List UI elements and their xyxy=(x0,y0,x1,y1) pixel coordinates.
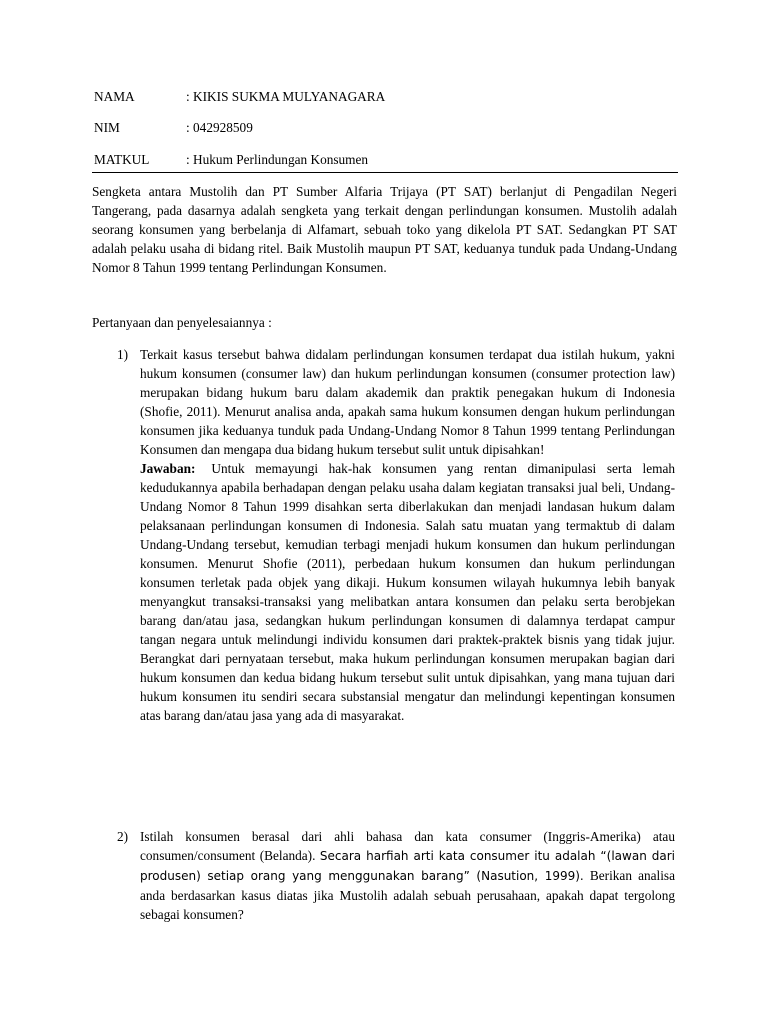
question-number: 2) xyxy=(117,829,129,844)
answer-1-text: Untuk memayungi hak-hak konsumen yang rentan dimanipulasi serta lemah kedudukannya apabila berhadapan dengan pelaku usaha dalam kegiatan transaksi jual beli, Undang-Undang Nomor 8 Tahun 1999 disahkan serta diberlakukan dan menjadi landasan hukum dalam pelaksanaan perlindungan konsumen di Indonesia. Salah satu muatan yang termaktub di dalam Undang-Undang tersebut, kemudian terbagi menjadi hukum konsumen dan hukum perlindungan konsumen. Menurut Shofie (2011), perbedaan hukum konsumen dan hukum perlindungan konsumen terletak pada objek yang dikaji. Hukum konsumen wilayah hukumnya lebih banyak menyangkut transaksi-transaksi yang melibatkan antara konsumen dan pelaku serta berobjekan barang dan/atau jasa, sedangkan hukum perlindungan konsumen di dalamnya terdapat campur tangan negara untuk melindungi individu konsumen dari praktek-praktek bisnis yang tidak jujur. Berangkat dari pernyataan tersebut, maka hukum perlindungan konsumen merupakan bagian dari hukum konsumen dan kedua bidang hukum tersebut sulit untuk dipisahkan, yang mana tujuan dari hukum konsumen itu sendiri secara substansial mengatur dan melindungi kepentingan konsumen atas barang dan/atau jasa yang ada di masyarakat. xyxy=(140,461,675,723)
header-divider xyxy=(92,172,678,173)
question-2-text-part3: Berikan analisa anda berdasarkan kasus diatas jika Mustolih adalah sebuah perusahaan, apakah dapat tergolong sebagai konsumen? xyxy=(140,868,675,922)
header-value: : 042928509 xyxy=(186,120,253,135)
header-row-nama xyxy=(94,87,684,106)
answer-label: Jawaban: xyxy=(140,461,196,476)
question-1 xyxy=(140,345,675,725)
header-value: : KIKIS SUKMA MULYANAGARA xyxy=(186,89,386,104)
header-row-nim xyxy=(94,118,684,137)
header-value: : Hukum Perlindungan Konsumen xyxy=(186,152,369,167)
section-heading: Pertanyaan dan penyelesaiannya : xyxy=(92,315,272,330)
question-2-text-part1: Istilah konsumen berasal dari ahli bahasa dan kata consumer (Inggris-Amerika) atau consumen/consument (Belanda). xyxy=(140,829,675,863)
question-2-text-part2: Secara harfiah arti kata consumer itu adalah “(lawan dari produsen) setiap orang yang menggunakan barang” (Nasution, 1999). xyxy=(140,849,675,883)
header-label: MATKUL xyxy=(94,152,150,167)
header-label: NAMA xyxy=(94,89,135,104)
question-1-text: Terkait kasus tersebut bahwa didalam perlindungan konsumen terdapat dua istilah hukum, yakni hukum konsumen (consumer law) dan hukum perlindungan konsumen (consumer protection law) merupakan bidang hukum baru dalam akademik dan praktik penegakan hukum di Indonesia (Shofie, 2011). Menurut analisa anda, apakah sama hukum konsumen dengan hukum perlindungan konsumen jika keduanya tunduk pada Undang-Undang Nomor 8 Tahun 1999 tentang Perlindungan Konsumen dan mengapa dua bidang hukum tersebut sulit untuk dipisahkan! xyxy=(140,347,675,457)
intro-paragraph: Sengketa antara Mustolih dan PT Sumber Alfaria Trijaya (PT SAT) berlanjut di Pengadilan Negeri Tangerang, pada dasarnya adalah sengketa yang terkait dengan perlindungan konsumen. Mustolih adalah seorang konsumen yang berbelanja di Alfamart, sebuah toko yang dikelola PT SAT. Sedangkan PT SAT adalah pelaku usaha di bidang ritel. Baik Mustolih maupun PT SAT, keduanya tunduk pada Undang-Undang Nomor 8 Tahun 1999 tentang Perlindungan Konsumen. xyxy=(92,184,677,275)
question-2 xyxy=(140,827,675,924)
header-row-matkul xyxy=(94,150,684,169)
question-number: 1) xyxy=(117,347,129,362)
header-label: NIM xyxy=(94,120,120,135)
